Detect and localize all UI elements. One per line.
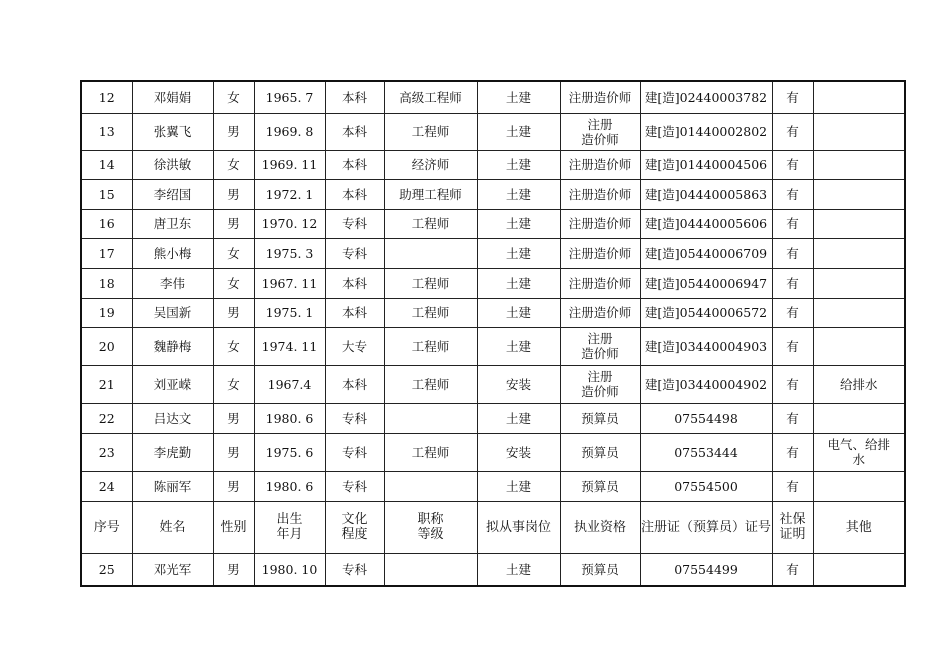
cell-name: 吴国新 [132, 298, 213, 327]
cell-gender: 男 [213, 209, 254, 238]
cell-birth: 1980. 6 [254, 471, 325, 501]
cell-cert-no: 建[造]01440004506 [640, 150, 772, 179]
cell-post: 土建 [477, 179, 560, 209]
cell-social-security: 有 [772, 238, 813, 268]
cell-other [813, 327, 905, 365]
cell-post: 土建 [477, 81, 560, 113]
cell-seq: 25 [81, 553, 132, 586]
cell-gender: 女 [213, 365, 254, 403]
cell-other [813, 298, 905, 327]
cell-gender: 男 [213, 471, 254, 501]
cell-education: 文化 程度 [325, 501, 384, 553]
cell-name: 魏静梅 [132, 327, 213, 365]
cell-gender: 男 [213, 433, 254, 471]
cell-qualification: 预算员 [560, 433, 640, 471]
cell-social-security: 有 [772, 553, 813, 586]
cell-title: 工程师 [384, 365, 477, 403]
table-row [81, 209, 905, 238]
cell-birth: 1972. 1 [254, 179, 325, 209]
cell-birth: 1965. 7 [254, 81, 325, 113]
cell-qualification: 预算员 [560, 471, 640, 501]
table-row [81, 113, 905, 150]
cell-other [813, 209, 905, 238]
cell-social-security: 有 [772, 298, 813, 327]
cell-cert-no: 07554498 [640, 403, 772, 433]
cell-seq: 20 [81, 327, 132, 365]
cell-name: 徐洪敏 [132, 150, 213, 179]
cell-birth: 1974. 11 [254, 327, 325, 365]
cell-name: 吕达文 [132, 403, 213, 433]
cell-education: 专科 [325, 238, 384, 268]
cell-birth: 1980. 10 [254, 553, 325, 586]
table-row [81, 471, 905, 501]
cell-name: 张翼飞 [132, 113, 213, 150]
cell-qualification: 注册 造价师 [560, 365, 640, 403]
cell-title: 工程师 [384, 209, 477, 238]
cell-other: 给排水 [813, 365, 905, 403]
table-header-row [81, 501, 905, 553]
cell-birth: 1967.4 [254, 365, 325, 403]
cell-cert-no: 建[造]03440004902 [640, 365, 772, 403]
cell-other: 其他 [813, 501, 905, 553]
cell-seq: 24 [81, 471, 132, 501]
cell-education: 本科 [325, 113, 384, 150]
cell-gender: 女 [213, 81, 254, 113]
table-row [81, 179, 905, 209]
cell-birth: 1975. 1 [254, 298, 325, 327]
cell-social-security: 有 [772, 365, 813, 403]
cell-other [813, 179, 905, 209]
cell-education: 大专 [325, 327, 384, 365]
cell-other [813, 403, 905, 433]
cell-title [384, 403, 477, 433]
cell-post: 土建 [477, 298, 560, 327]
cell-title [384, 553, 477, 586]
cell-other [813, 113, 905, 150]
cell-qualification: 注册造价师 [560, 179, 640, 209]
cell-name: 邓娟娟 [132, 81, 213, 113]
table-row [81, 268, 905, 298]
cell-gender: 性别 [213, 501, 254, 553]
cell-social-security: 有 [772, 433, 813, 471]
cell-post: 土建 [477, 553, 560, 586]
cell-cert-no: 建[造]05440006709 [640, 238, 772, 268]
cell-social-security: 有 [772, 179, 813, 209]
cell-post: 土建 [477, 113, 560, 150]
cell-education: 本科 [325, 150, 384, 179]
cell-other [813, 471, 905, 501]
cell-post: 土建 [477, 403, 560, 433]
cell-birth: 1975. 6 [254, 433, 325, 471]
cell-seq: 21 [81, 365, 132, 403]
cell-title: 工程师 [384, 268, 477, 298]
cell-post: 安装 [477, 433, 560, 471]
cell-seq: 19 [81, 298, 132, 327]
cell-name: 李绍国 [132, 179, 213, 209]
cell-seq: 18 [81, 268, 132, 298]
cell-qualification: 预算员 [560, 403, 640, 433]
cell-title: 工程师 [384, 113, 477, 150]
cell-gender: 女 [213, 268, 254, 298]
cell-post: 土建 [477, 327, 560, 365]
cell-post: 土建 [477, 238, 560, 268]
cell-seq: 序号 [81, 501, 132, 553]
cell-seq: 14 [81, 150, 132, 179]
cell-gender: 男 [213, 179, 254, 209]
cell-other [813, 150, 905, 179]
table-row [81, 433, 905, 471]
cell-education: 本科 [325, 298, 384, 327]
cell-social-security: 有 [772, 113, 813, 150]
cell-name: 李虎勤 [132, 433, 213, 471]
cell-post: 土建 [477, 209, 560, 238]
cell-education: 专科 [325, 433, 384, 471]
cell-qualification: 注册 造价师 [560, 327, 640, 365]
cell-birth: 1980. 6 [254, 403, 325, 433]
cell-birth: 1969. 8 [254, 113, 325, 150]
cell-qualification: 注册造价师 [560, 209, 640, 238]
cell-seq: 16 [81, 209, 132, 238]
personnel-table [80, 80, 906, 587]
cell-gender: 男 [213, 113, 254, 150]
table-row [81, 327, 905, 365]
cell-social-security: 有 [772, 471, 813, 501]
cell-title: 助理工程师 [384, 179, 477, 209]
cell-title: 高级工程师 [384, 81, 477, 113]
cell-seq: 15 [81, 179, 132, 209]
cell-post: 安装 [477, 365, 560, 403]
cell-education: 专科 [325, 553, 384, 586]
cell-post: 土建 [477, 471, 560, 501]
cell-qualification: 注册造价师 [560, 150, 640, 179]
cell-cert-no: 建[造]03440004903 [640, 327, 772, 365]
cell-cert-no: 07554500 [640, 471, 772, 501]
cell-gender: 女 [213, 327, 254, 365]
cell-cert-no: 建[造]05440006572 [640, 298, 772, 327]
cell-cert-no: 建[造]02440003782 [640, 81, 772, 113]
cell-name: 邓光军 [132, 553, 213, 586]
cell-social-security: 社保 证明 [772, 501, 813, 553]
cell-gender: 女 [213, 150, 254, 179]
cell-cert-no: 注册证（预算员）证号 [640, 501, 772, 553]
cell-seq: 23 [81, 433, 132, 471]
cell-qualification: 注册造价师 [560, 298, 640, 327]
cell-post: 拟从事岗位 [477, 501, 560, 553]
cell-cert-no: 建[造]04440005863 [640, 179, 772, 209]
cell-name: 刘亚嵘 [132, 365, 213, 403]
cell-cert-no: 建[造]04440005606 [640, 209, 772, 238]
cell-qualification: 预算员 [560, 553, 640, 586]
cell-gender: 男 [213, 298, 254, 327]
cell-name: 李伟 [132, 268, 213, 298]
cell-other: 电气、给排 水 [813, 433, 905, 471]
cell-social-security: 有 [772, 81, 813, 113]
table-row [81, 150, 905, 179]
cell-seq: 22 [81, 403, 132, 433]
table-row [81, 403, 905, 433]
cell-name: 唐卫东 [132, 209, 213, 238]
cell-qualification: 注册造价师 [560, 81, 640, 113]
cell-education: 本科 [325, 268, 384, 298]
cell-birth: 1967. 11 [254, 268, 325, 298]
cell-other [813, 553, 905, 586]
cell-other [813, 268, 905, 298]
cell-title: 经济师 [384, 150, 477, 179]
cell-gender: 男 [213, 403, 254, 433]
cell-title: 工程师 [384, 298, 477, 327]
cell-title [384, 471, 477, 501]
cell-title: 工程师 [384, 327, 477, 365]
cell-cert-no: 07554499 [640, 553, 772, 586]
cell-social-security: 有 [772, 209, 813, 238]
cell-post: 土建 [477, 268, 560, 298]
cell-name: 陈丽军 [132, 471, 213, 501]
cell-title: 工程师 [384, 433, 477, 471]
cell-education: 本科 [325, 81, 384, 113]
cell-education: 本科 [325, 179, 384, 209]
cell-social-security: 有 [772, 268, 813, 298]
cell-title: 职称 等级 [384, 501, 477, 553]
cell-qualification: 执业资格 [560, 501, 640, 553]
cell-gender: 女 [213, 238, 254, 268]
cell-cert-no: 建[造]05440006947 [640, 268, 772, 298]
cell-education: 专科 [325, 209, 384, 238]
cell-name: 姓名 [132, 501, 213, 553]
cell-cert-no: 07553444 [640, 433, 772, 471]
cell-qualification: 注册造价师 [560, 238, 640, 268]
cell-social-security: 有 [772, 403, 813, 433]
cell-qualification: 注册造价师 [560, 268, 640, 298]
table-row [81, 81, 905, 113]
cell-cert-no: 建[造]01440002802 [640, 113, 772, 150]
table-row [81, 365, 905, 403]
cell-name: 熊小梅 [132, 238, 213, 268]
cell-title [384, 238, 477, 268]
cell-birth: 1975. 3 [254, 238, 325, 268]
table-row [81, 298, 905, 327]
cell-gender: 男 [213, 553, 254, 586]
cell-qualification: 注册 造价师 [560, 113, 640, 150]
cell-education: 本科 [325, 365, 384, 403]
cell-education: 专科 [325, 471, 384, 501]
cell-social-security: 有 [772, 150, 813, 179]
table-row [81, 553, 905, 586]
cell-birth: 1969. 11 [254, 150, 325, 179]
cell-social-security: 有 [772, 327, 813, 365]
cell-seq: 13 [81, 113, 132, 150]
cell-birth: 出生 年月 [254, 501, 325, 553]
cell-education: 专科 [325, 403, 384, 433]
cell-post: 土建 [477, 150, 560, 179]
cell-seq: 12 [81, 81, 132, 113]
cell-birth: 1970. 12 [254, 209, 325, 238]
cell-seq: 17 [81, 238, 132, 268]
table-row [81, 238, 905, 268]
cell-other [813, 81, 905, 113]
cell-other [813, 238, 905, 268]
